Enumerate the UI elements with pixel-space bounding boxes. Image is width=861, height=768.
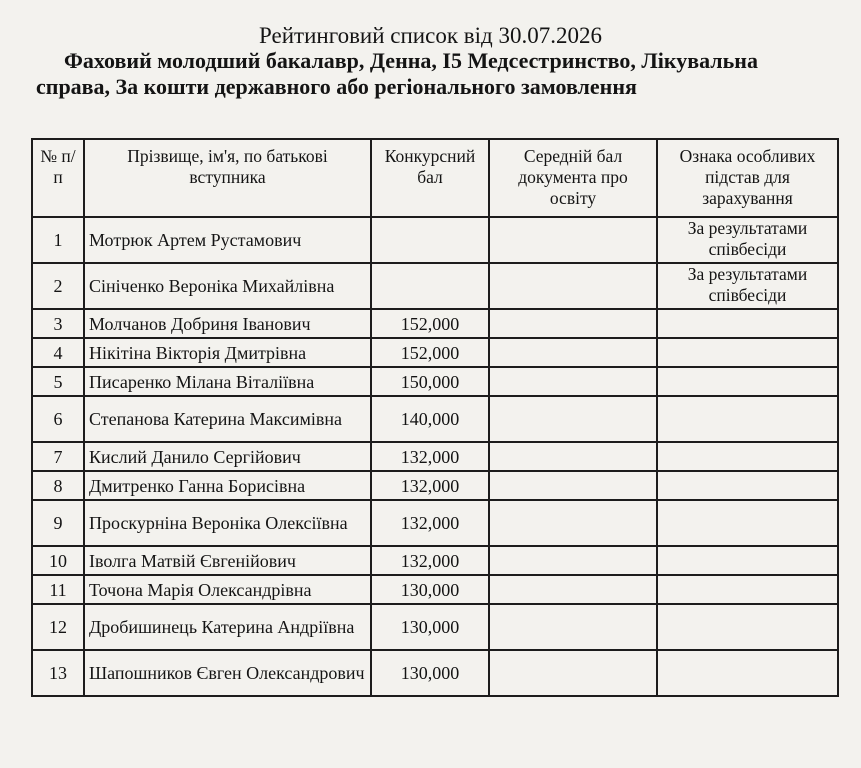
- average-grade: [489, 338, 657, 367]
- list-date-title: Рейтинговий список від 30.07.2026: [259, 23, 602, 48]
- applicant-name: Шапошников Євген Олександрович: [84, 650, 371, 696]
- average-grade: [489, 367, 657, 396]
- row-number: 6: [32, 396, 84, 442]
- table-row: [32, 309, 838, 338]
- row-number: 9: [32, 500, 84, 546]
- table-row: [32, 575, 838, 604]
- applicant-name: Сініченко Вероніка Михайлівна: [84, 263, 371, 309]
- admission-basis: За результатами співбесіди: [657, 217, 838, 263]
- average-grade: [489, 442, 657, 471]
- row-number: 2: [32, 263, 84, 309]
- table-row: [32, 367, 838, 396]
- average-grade: [489, 500, 657, 546]
- average-grade: [489, 575, 657, 604]
- admission-basis: [657, 575, 838, 604]
- program-subtitle: Фаховий молодший бакалавр, Денна, І5 Медсестринство, Лікувальна справа, За кошти державного або регіонального замовлення: [36, 48, 758, 99]
- competitive-score: 152,000: [371, 338, 489, 367]
- admission-basis: [657, 442, 838, 471]
- col-header-score: Конкурсний бал: [371, 139, 489, 217]
- table-body: [32, 217, 838, 696]
- average-grade: [489, 471, 657, 500]
- table-row: [32, 650, 838, 696]
- applicant-name: Дробишинець Катерина Андріївна: [84, 604, 371, 650]
- row-number: 8: [32, 471, 84, 500]
- table-row: [32, 263, 838, 309]
- competitive-score: [371, 263, 489, 309]
- competitive-score: 130,000: [371, 575, 489, 604]
- competitive-score: 132,000: [371, 546, 489, 575]
- admission-basis: [657, 650, 838, 696]
- applicant-name: Писаренко Мілана Віталіївна: [84, 367, 371, 396]
- applicant-name: Іволга Матвій Євгенійович: [84, 546, 371, 575]
- competitive-score: 140,000: [371, 396, 489, 442]
- col-header-number: № п/п: [32, 139, 84, 217]
- admission-basis: [657, 604, 838, 650]
- competitive-score: 132,000: [371, 500, 489, 546]
- ranking-table: [31, 138, 839, 697]
- average-grade: [489, 650, 657, 696]
- admission-basis: [657, 309, 838, 338]
- row-number: 3: [32, 309, 84, 338]
- row-number: 7: [32, 442, 84, 471]
- applicant-name: Дмитренко Ганна Борисівна: [84, 471, 371, 500]
- applicant-name: Точона Марія Олександрівна: [84, 575, 371, 604]
- table-row: [32, 604, 838, 650]
- competitive-score: 130,000: [371, 604, 489, 650]
- applicant-name: Проскурніна Вероніка Олексіївна: [84, 500, 371, 546]
- applicant-name: Нікітіна Вікторія Дмитрівна: [84, 338, 371, 367]
- applicant-name: Степанова Катерина Максимівна: [84, 396, 371, 442]
- applicant-name: Мотрюк Артем Рустамович: [84, 217, 371, 263]
- competitive-score: 130,000: [371, 650, 489, 696]
- applicant-name: Молчанов Добриня Іванович: [84, 309, 371, 338]
- competitive-score: 152,000: [371, 309, 489, 338]
- average-grade: [489, 309, 657, 338]
- average-grade: [489, 604, 657, 650]
- competitive-score: [371, 217, 489, 263]
- row-number: 10: [32, 546, 84, 575]
- table-row: [32, 338, 838, 367]
- col-header-basis: Ознака особливих підстав для зарахування: [657, 139, 838, 217]
- table-row: [32, 442, 838, 471]
- row-number: 5: [32, 367, 84, 396]
- competitive-score: 150,000: [371, 367, 489, 396]
- admission-basis: [657, 546, 838, 575]
- table-header-row: [32, 139, 838, 217]
- competitive-score: 132,000: [371, 442, 489, 471]
- col-header-average: Середній бал документа про освіту: [489, 139, 657, 217]
- competitive-score: 132,000: [371, 471, 489, 500]
- average-grade: [489, 217, 657, 263]
- admission-basis: [657, 367, 838, 396]
- average-grade: [489, 396, 657, 442]
- table-row: [32, 546, 838, 575]
- table-row: [32, 500, 838, 546]
- col-header-name: Прізвище, ім'я, по батькові вступника: [84, 139, 371, 217]
- row-number: 12: [32, 604, 84, 650]
- admission-basis: [657, 500, 838, 546]
- admission-basis: [657, 338, 838, 367]
- admission-basis: [657, 396, 838, 442]
- average-grade: [489, 546, 657, 575]
- applicant-name: Кислий Данило Сергійович: [84, 442, 371, 471]
- table-row: [32, 217, 838, 263]
- average-grade: [489, 263, 657, 309]
- table-row: [32, 396, 838, 442]
- row-number: 4: [32, 338, 84, 367]
- table-row: [32, 471, 838, 500]
- row-number: 13: [32, 650, 84, 696]
- admission-basis: [657, 471, 838, 500]
- row-number: 11: [32, 575, 84, 604]
- admission-basis: За результатами співбесіди: [657, 263, 838, 309]
- row-number: 1: [32, 217, 84, 263]
